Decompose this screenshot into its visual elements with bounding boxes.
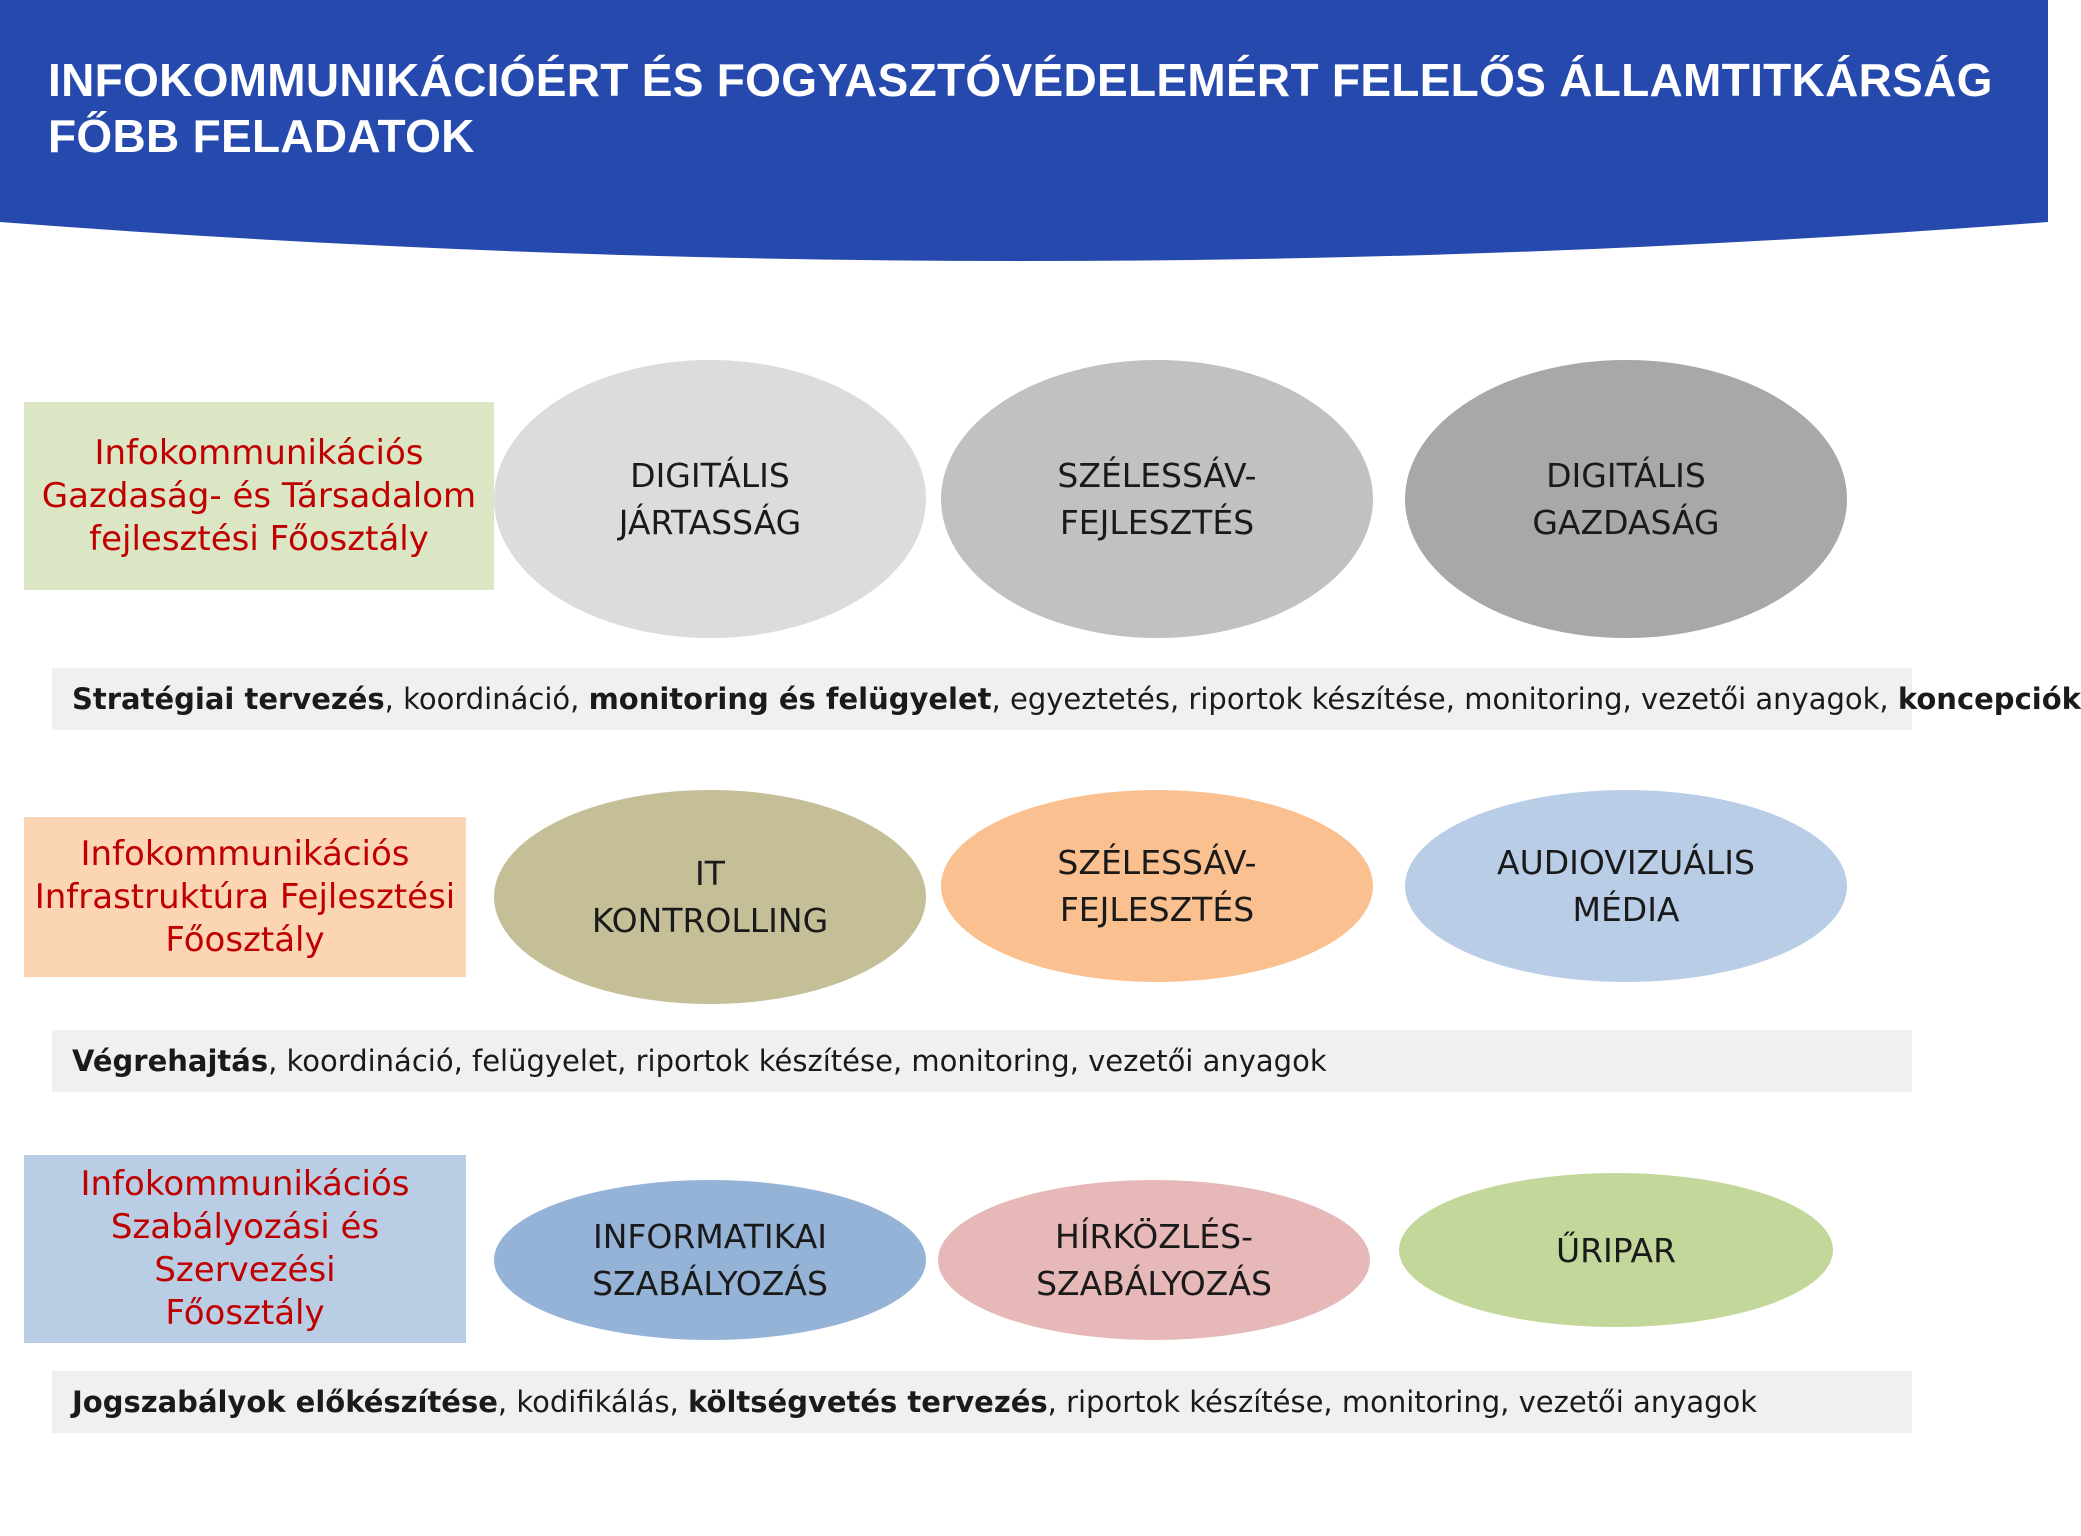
area-1-2-line-2: FEJLESZTÉS — [1059, 503, 1255, 542]
area-3-1-line-1: INFORMATIKAI — [592, 1217, 828, 1256]
area-2-1-line-1: IT — [695, 854, 725, 893]
area-ellipse-it-controlling — [494, 790, 926, 1004]
tasks-bar-2 — [52, 1030, 1912, 1092]
task-2-part-1: Végrehajtás — [72, 1044, 269, 1078]
department-3-line-2: Szabályozási és Szervezési — [110, 1207, 380, 1290]
department-box-2 — [24, 817, 466, 977]
tasks-bar-3 — [52, 1371, 1912, 1433]
department-box-1 — [24, 402, 494, 590]
task-1-part-1: Stratégiai tervezés — [72, 682, 385, 716]
area-1-3-line-2: GAZDASÁG — [1532, 503, 1720, 542]
area-2-2-line-1: SZÉLESSÁV- — [1057, 843, 1257, 882]
area-3-2-line-2: SZABÁLYOZÁS — [1036, 1264, 1272, 1303]
area-2-1-line-2: KONTROLLING — [591, 901, 829, 940]
area-1-1-line-1: DIGITÁLIS — [630, 456, 790, 495]
task-3-part-4: , riportok készítése, monitoring, vezetői anyagok — [1047, 1385, 1758, 1419]
department-3-line-1: Infokommunikációs — [80, 1164, 410, 1204]
page-title-line-1: INFOKOMMUNIKÁCIÓÉRT ÉS FOGYASZTÓVÉDELEMÉRT FELELŐS ÁLLAMTITKÁRSÁG — [48, 54, 1993, 106]
area-2-2-line-2: FEJLESZTÉS — [1059, 890, 1255, 929]
task-3-part-1: Jogszabályok előkészítése — [72, 1385, 498, 1419]
task-1-part-5: koncepciók — [1897, 682, 2081, 716]
department-2-line-3: Főosztály — [165, 919, 325, 960]
area-3-1-line-2: SZABÁLYOZÁS — [592, 1264, 828, 1303]
area-ellipse-audiovisual-media — [1405, 790, 1847, 982]
area-ellipse-digital-economy — [1405, 360, 1847, 638]
area-1-3-line-1: DIGITÁLIS — [1546, 456, 1706, 495]
tasks-bar-1 — [52, 668, 2081, 730]
area-2-3-line-1: AUDIOVIZUÁLIS — [1497, 843, 1755, 882]
page-title — [48, 52, 2008, 164]
department-1-line-2: Gazdaság- és Társadalom — [41, 475, 477, 516]
page-title-line-2: FŐBB FELADATOK — [48, 110, 475, 162]
area-2-3-line-2: MÉDIA — [1572, 890, 1680, 929]
department-box-3 — [24, 1155, 466, 1343]
area-ellipse-broadband-development — [941, 360, 1373, 638]
area-ellipse-space-industry — [1399, 1173, 1833, 1327]
area-ellipse-telecom-regulation — [938, 1180, 1370, 1340]
area-3-2-line-1: HÍRKÖZLÉS- — [1055, 1217, 1253, 1256]
task-1-part-2: , koordináció, — [384, 682, 589, 716]
department-1-line-1: Infokommunikációs — [94, 432, 424, 473]
task-1-part-3: monitoring és felügyelet — [588, 682, 992, 716]
area-1-2-line-1: SZÉLESSÁV- — [1057, 456, 1257, 495]
department-2-line-2: Infrastruktúra Fejlesztési — [34, 876, 456, 917]
area-ellipse-broadband-development-2 — [941, 790, 1373, 982]
task-3-part-2: , kodifikálás, — [497, 1385, 689, 1419]
area-1-1-line-2: JÁRTASSÁG — [618, 503, 802, 542]
department-3-line-3: Főosztály — [165, 1293, 325, 1333]
area-ellipse-digital-literacy — [494, 360, 926, 638]
area-3-3-line-1: ŰRIPAR — [1555, 1230, 1677, 1270]
department-1-line-3: fejlesztési Főosztály — [89, 518, 429, 559]
header-banner — [0, 0, 2048, 290]
task-3-part-3: költségvetés tervezés — [688, 1385, 1048, 1419]
task-2-part-2: , koordináció, felügyelet, riportok készítése, monitoring, vezetői anyagok — [268, 1044, 1327, 1078]
area-ellipse-it-regulation — [494, 1180, 926, 1340]
department-2-line-1: Infokommunikációs — [80, 833, 410, 874]
task-1-part-4: , egyeztetés, riportok készítése, monitoring, vezetői anyagok, — [991, 682, 1898, 716]
